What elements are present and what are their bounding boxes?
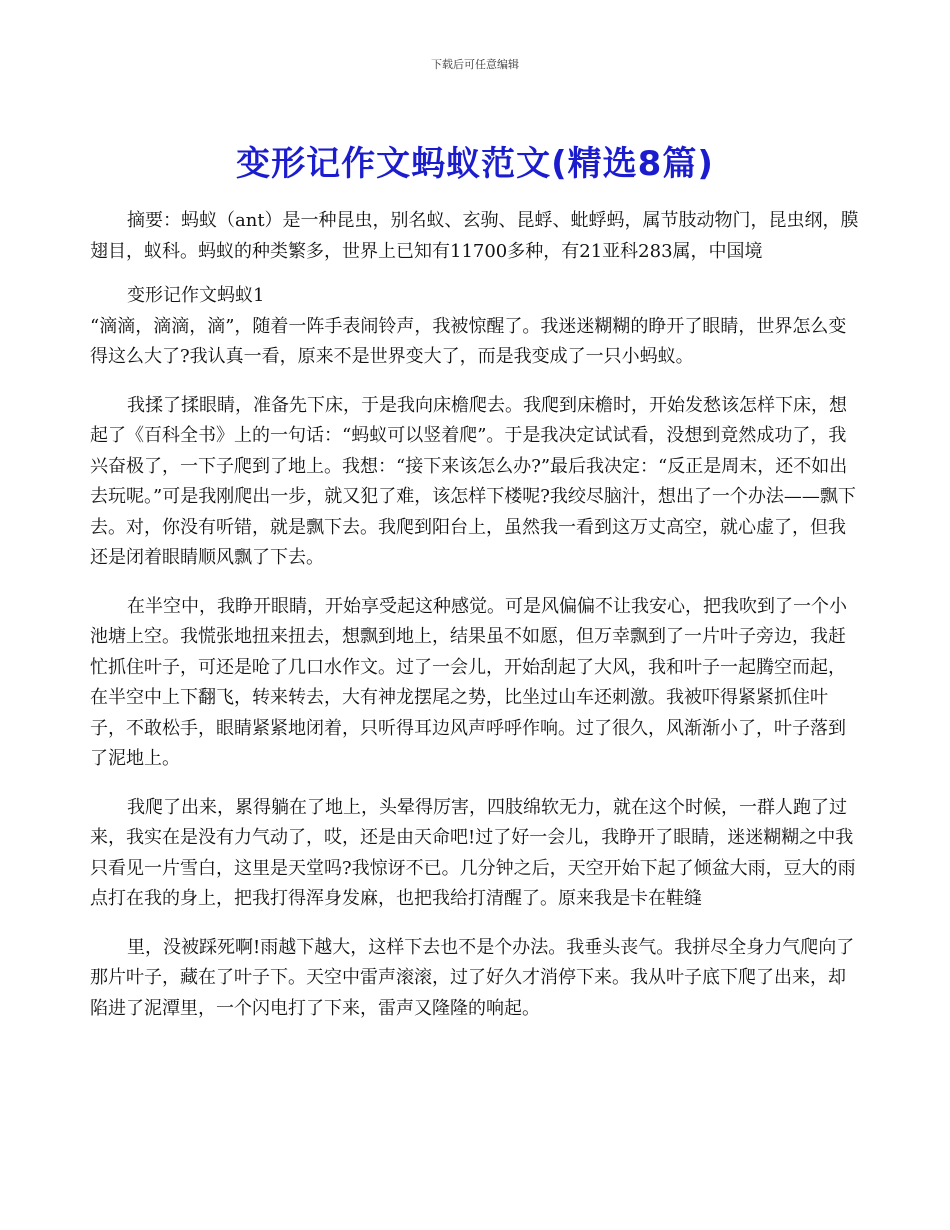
header-note: 下载后可任意编辑 (431, 58, 519, 71)
abstract-paragraph: 摘要：蚂蚁（ant）是一种昆虫，别名蚁、玄驹、昆蜉、蚍蜉蚂，属节肢动物门，昆虫纲，膜翅目，蚁科。蚂蚁的种类繁多，世界上已知有11700多种，有21亚科283属，中国境 (90, 210, 859, 262)
document-body (90, 206, 862, 1024)
body-paragraph: “滴滴，滴滴，滴”，随着一阵手表闹铃声，我被惊醒了。我迷迷糊糊的睁开了眼睛，世界怎么变得这么大了?我认真一看，原来不是世界变大了，而是我变成了一只小蚂蚁。 (90, 315, 847, 367)
document-title: 变形记作文蚂蚁范文(精选8篇) (236, 144, 714, 184)
body-paragraph: 我揉了揉眼睛，准备先下床，于是我向床檐爬去。我爬到床檐时，开始发愁该怎样下床，想起了《百科全书》上的一句话：“蚂蚁可以竖着爬”。于是我决定试试看，没想到竟然成功了，我兴奋极了，一下子爬到了地上。我想：“接下来该怎么办?”最后我决定：“反正是周末，还不如出去玩呢。”可是我刚爬出一步，就又犯了难，该怎样下楼呢?我绞尽脑汁，想出了一个办法——飘下去。对，你没有听错，就是飘下去。我爬到阳台上，虽然我一看到这万丈高空，就心虚了，但我还是闭着眼睛顺风飘了下去。 (90, 394, 856, 568)
section-heading: 变形记作文蚂蚁1 (127, 285, 265, 306)
body-paragraph: 我爬了出来，累得躺在了地上，头晕得厉害，四肢绵软无力，就在这个时候，一群人跑了过来，我实在是没有力气动了，哎，还是由天命吧!过了好一会儿，我睁开了眼睛，迷迷糊糊之中我只看见一片雪白，这里是天堂吗?我惊讶不已。几分钟之后，天空开始下起了倾盆大雨，豆大的雨点打在我的身上，把我打得浑身发麻，也把我给打清醒了。原来我是卡在鞋缝 (90, 796, 856, 909)
body-paragraph: 在半空中，我睁开眼睛，开始享受起这种感觉。可是风偏偏不让我安心，把我吹到了一个小池塘上空。我慌张地扭来扭去，想飘到地上，结果虽不如愿，但万幸飘到了一片叶子旁边，我赶忙抓住叶子，可还是呛了几口水作文。过了一会儿，开始刮起了大风，我和叶子一起腾空而起，在半空中上下翻飞，转来转去，大有神龙摆尾之势，比坐过山车还刺激。我被吓得紧紧抓住叶子，不敢松手，眼睛紧紧地闭着，只听得耳边风声呼呼作响。过了很久，风渐渐小了，叶子落到了泥地上。 (90, 595, 847, 769)
body-paragraph: 里，没被踩死啊!雨越下越大，这样下去也不是个办法。我垂头丧气。我拼尽全身力气爬向了那片叶子，藏在了叶子下。天空中雷声滚滚，过了好久才消停下来。我从叶子底下爬了出来，却陷进了泥潭里，一个闪电打了下来，雷声又隆隆的响起。 (90, 936, 855, 1019)
